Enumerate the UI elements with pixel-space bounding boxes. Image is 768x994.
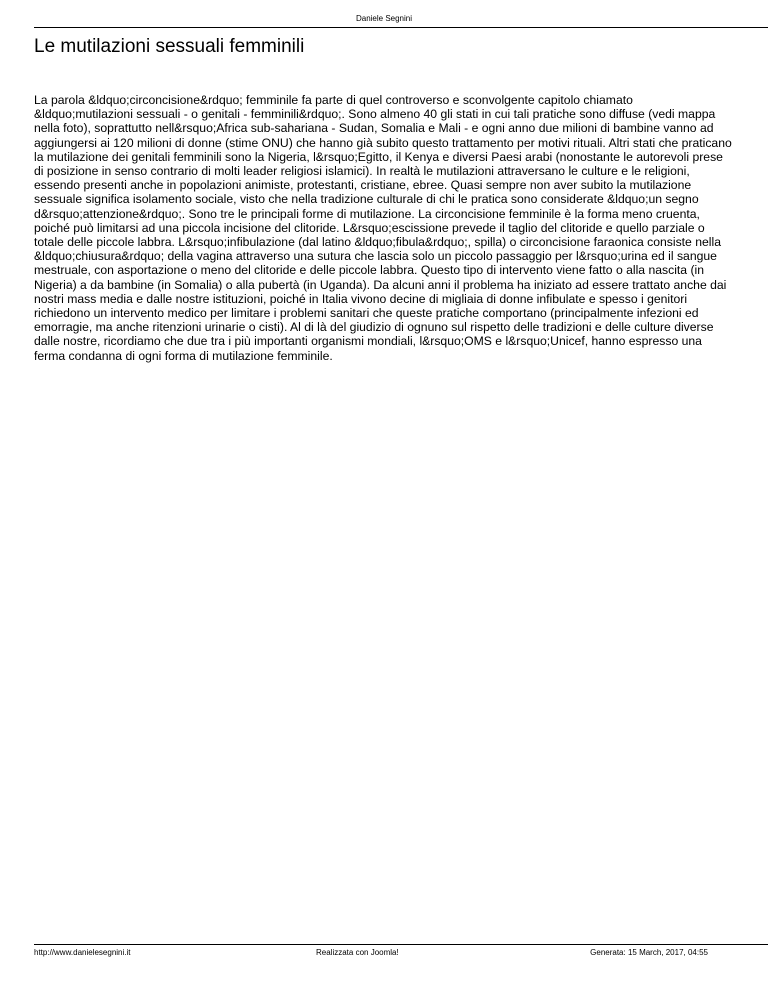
footer-site-url: http://www.danielesegnini.it bbox=[34, 948, 131, 957]
header-divider bbox=[34, 27, 768, 28]
article-title: Le mutilazioni sessuali femminili bbox=[34, 36, 305, 57]
footer-divider bbox=[34, 944, 768, 945]
article-body: La parola &ldquo;circoncisione&rdquo; femminile fa parte di quel controverso e sconvolgente capitolo chiamato &ldquo;mutilazioni sessuali - o genitali - femminili&rdquo;. Sono almeno 40 gli stati in cui tali pratiche sono diffuse (vedi mappa nella foto), soprattutto nell&rsquo;Africa sub-sahariana - Sudan, Somalia e Mali - e ogni anno due milioni di bambine vanno ad aggiungersi ai 120 milioni di donne (stime ONU) che hanno già subito questo trattamento per motivi rituali. Altri stati che praticano la mutilazione dei genitali femminili sono la Nigeria, l&rsquo;Egitto, il Kenya e diversi Paesi arabi (nonostante le autorevoli prese di posizione in senso contrario di molti leader religiosi islamici). In realtà le mutilazioni attraversano le culture e le religioni, essendo presenti anche in popolazioni animiste, protestanti, cristiane, ebree. Quasi sempre non aver subito la mutilazione sessuale significa isolamento sociale, visto che nella tradizione culturale di chi le pratica sono considerate &ldquo;un segno d&rsquo;attenzione&rdquo;. Sono tre le principali forme di mutilazione. La circoncisione femminile è la forma meno cruenta, poiché può limitarsi ad una piccola incisione del clitoride. L&rsquo;escissione prevede il taglio del clitoride e quello parziale o totale delle piccole labbra. L&rsquo;infibulazione (dal latino &ldquo;fibula&rdquo;, spilla) o circoncisione faraonica consiste nella &ldquo;chiusura&rdquo; della vagina attraverso una sutura che lascia solo un piccolo passaggio per l&rsquo;urina ed il sangue mestruale, con asportazione o meno del clitoride e delle piccole labbra. Questo tipo di intervento viene fatto o alla nascita (in Nigeria) a da bambine (in Somalia) o alla pubertà (in Uganda). Da alcuni anni il problema ha iniziato ad essere trattato anche dai nostri mass media e dalle nostre istituzioni, poiché in Italia vivono decine di migliaia di donne infibulate e spesso i genitori richiedono un intervento medico per limitare i problemi sanitari che queste pratiche comportano (principalmente infezioni ed emorragie, ma anche ritenzioni urinarie o cisti). Al di là del giudizio di ognuno sul rispetto delle tradizioni e delle culture diverse dalle nostre, ricordiamo che due tra i più importanti organismi mondiali, l&rsquo;OMS e l&rsquo;Unicef, hanno espresso una ferma condanna di ogni forma di mutilazione femminile. bbox=[34, 93, 732, 363]
page-header-author: Daniele Segnini bbox=[355, 14, 413, 23]
footer-generated-date: Generata: 15 March, 2017, 04:55 bbox=[590, 948, 708, 957]
footer-made-with: Realizzata con Joomla! bbox=[316, 948, 399, 957]
